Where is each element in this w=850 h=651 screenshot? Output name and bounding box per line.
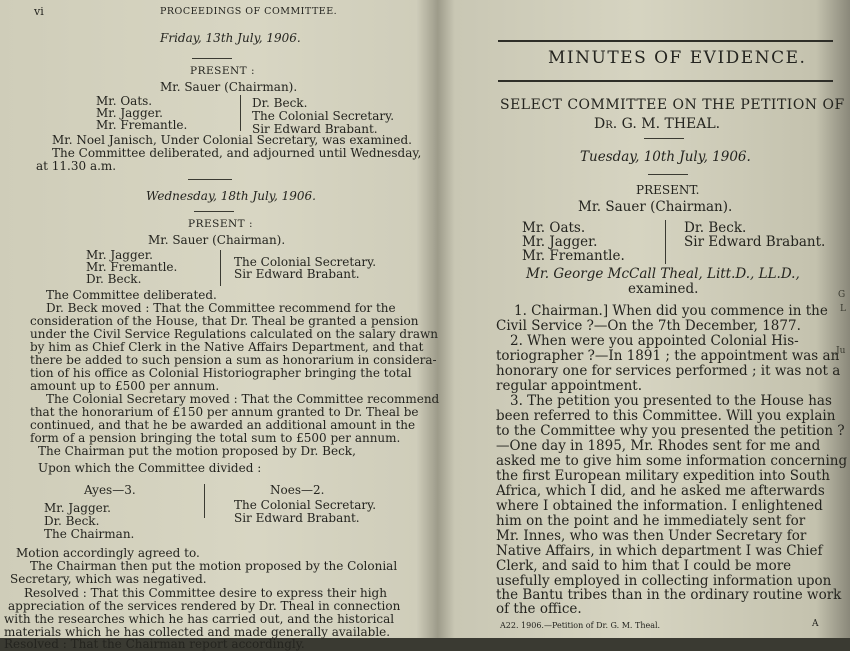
member: Mr. Oats.: [522, 220, 586, 236]
minute-text: continued, and that he be awarded an additional amount in the: [30, 418, 416, 432]
evidence-line: where I obtained the information. I enlightened: [496, 498, 823, 514]
chairman-line: Mr. Sauer (Chairman).: [148, 233, 286, 247]
member: Mr. Jagger.: [86, 248, 153, 262]
minute-text: there be added to such pension a sum as honorarium in considera-: [30, 353, 437, 367]
evidence-line: 1. Chairman.] When did you commence in the: [514, 303, 828, 319]
meeting-date: Tuesday, 10th July, 1906.: [580, 149, 751, 165]
minute-text: Resolved : That this Committee desire to express their high: [24, 586, 387, 600]
chairman-line: Mr. Sauer (Chairman).: [160, 80, 298, 94]
evidence-line: asked me to give him some information concerning: [496, 453, 848, 469]
minute-text: Dr. Beck moved : That the Committee recommend for the: [46, 301, 396, 315]
minute-text: under the Civil Service Regulations calculated on the salary drawn: [30, 327, 438, 341]
short-rule: [194, 211, 234, 212]
member: Dr. Beck.: [684, 220, 747, 236]
running-head: PROCEEDINGS OF COMMITTEE.: [160, 6, 338, 17]
member: Sir Edward Brabant.: [252, 122, 378, 136]
witness-examined: examined.: [628, 281, 699, 297]
member: Mr. Fremantle.: [86, 260, 178, 274]
heading-rule-bottom: [498, 80, 833, 82]
evidence-line: been referred to this Committee. Will you explain: [496, 408, 836, 424]
noes-heading: Noes—2.: [270, 483, 325, 497]
minute-text: materials which he has collected and made generally available.: [4, 625, 391, 639]
minute-text: consideration of the House, that Dr. Theal be granted a pension: [30, 314, 419, 328]
evidence-line: toriographer ?—In 1891 ; the appointment was an: [496, 348, 840, 364]
minute-text: amount up to £500 per annum.: [30, 379, 220, 393]
short-rule: [648, 174, 688, 175]
meeting-date: Wednesday, 18th July, 1906.: [146, 189, 316, 203]
short-rule: [192, 58, 232, 59]
member: Mr. Jagger.: [96, 106, 163, 120]
minute-text: Upon which the Committee divided :: [38, 461, 262, 475]
heading-rule-top: [498, 40, 833, 42]
noe-member: Sir Edward Brabant.: [234, 511, 360, 525]
evidence-line: the Bantu tribes than in the ordinary routine work: [496, 587, 842, 603]
evidence-line: Civil Service ?—On the 7th December, 1877.: [496, 318, 801, 334]
committee-title: SELECT COMMITTEE ON THE PETITION OF: [500, 97, 845, 113]
chairman-line: Mr. Sauer (Chairman).: [578, 199, 733, 215]
minute-text: appreciation of the services rendered by Dr. Theal in connection: [8, 599, 401, 613]
minute-text: that the honorarium of £150 per annum granted to Dr. Theal be: [30, 405, 419, 419]
member: Sir Edward Brabant.: [234, 267, 360, 281]
present-label: PRESENT.: [636, 183, 700, 197]
minute-text: at 11.30 a.m.: [36, 159, 117, 173]
minute-text: Resolved : That the Chairman report accordingly.: [4, 637, 305, 651]
evidence-line: Native Affairs, in which department I was Chief: [496, 543, 823, 559]
minute-text: The Committee deliberated, and adjourned until Wednesday,: [52, 146, 422, 160]
member: Mr. Fremantle.: [522, 248, 625, 264]
minute-text: The Chairman then put the motion proposed by the Colonial: [30, 559, 398, 573]
noe-member: The Colonial Secretary.: [234, 498, 377, 512]
minute-text: The Committee deliberated.: [46, 288, 217, 302]
evidence-line: regular appointment.: [496, 378, 642, 394]
evidence-line: 3. The petition you presented to the House has: [510, 393, 832, 409]
member: Mr. Oats.: [96, 94, 153, 108]
member: Dr. Beck.: [86, 272, 142, 286]
evidence-line: him on the point and he immediately sent for: [496, 513, 806, 529]
member: The Colonial Secretary.: [252, 109, 395, 123]
aye-member: The Chairman.: [44, 527, 135, 541]
member: Mr. Fremantle.: [96, 118, 188, 132]
edge-letter: G: [838, 290, 846, 300]
aye-member: Mr. Jagger.: [44, 501, 111, 515]
ayes-heading: Ayes—3.: [84, 483, 136, 497]
meeting-date: Friday, 13th July, 1906.: [160, 31, 301, 45]
committee-subject: Dr. G. M. THEAL.: [594, 116, 721, 132]
edge-letter: L: [840, 304, 846, 314]
evidence-line: —One day in 1895, Mr. Rhodes sent for me and: [496, 438, 821, 454]
page-footer: A22. 1906.—Petition of Dr. G. M. Theal.: [500, 621, 661, 630]
minute-text: Secretary, which was negatived.: [10, 572, 207, 586]
evidence-line: the first European military expedition into South: [496, 468, 830, 484]
column-divider: [665, 220, 666, 264]
column-divider: [240, 95, 241, 131]
signature-mark: A: [812, 619, 819, 629]
member: Dr. Beck.: [252, 96, 308, 110]
evidence-line: 2. When were you appointed Colonial His-: [510, 333, 799, 349]
minute-text: with the researches which he has carried out, and the historical: [4, 612, 395, 626]
witness-name: Mr. George McCall Theal, Litt.D., LL.D.,: [526, 266, 800, 282]
minute-text: form of a pension bringing the total sum to £500 per annum.: [30, 431, 401, 445]
evidence-line: of the office.: [496, 601, 582, 617]
evidence-line: to the Committee why you presented the petition ?: [496, 423, 845, 439]
evidence-line: Mr. Innes, who was then Under Secretary for: [496, 528, 807, 544]
present-label: PRESENT :: [188, 218, 254, 230]
minute-text: The Colonial Secretary moved : That the Committee recommend: [46, 392, 440, 406]
aye-member: Dr. Beck.: [44, 514, 100, 528]
column-divider: [204, 484, 205, 518]
edge-letter: Ju: [836, 346, 846, 356]
minute-text: tion of his office as Colonial Historiographer bringing the total: [30, 366, 412, 380]
minute-text: Motion accordingly agreed to.: [16, 546, 200, 560]
column-divider: [220, 250, 221, 286]
evidence-line: Africa, which I did, and he asked me afterwards: [496, 483, 825, 499]
evidence-line: usefully employed in collecting information upon: [496, 573, 832, 589]
member: The Colonial Secretary.: [234, 255, 377, 269]
minute-text: by him as Chief Clerk in the Native Affairs Department, and that: [30, 340, 424, 354]
page-heading: MINUTES OF EVIDENCE.: [548, 48, 807, 68]
right-page: [440, 0, 850, 638]
folio: vi: [34, 5, 44, 18]
minute-text: The Chairman put the motion proposed by Dr. Beck,: [38, 444, 356, 458]
present-label: PRESENT :: [190, 65, 256, 77]
minute-text: Mr. Noel Janisch, Under Colonial Secretary, was examined.: [52, 133, 412, 147]
member: Mr. Jagger.: [522, 234, 598, 250]
evidence-line: honorary one for services performed ; it was not a: [496, 363, 841, 379]
short-rule: [188, 179, 232, 180]
evidence-line: Clerk, and said to him that I could be more: [496, 558, 792, 574]
short-rule: [644, 138, 684, 139]
member: Sir Edward Brabant.: [684, 234, 826, 250]
